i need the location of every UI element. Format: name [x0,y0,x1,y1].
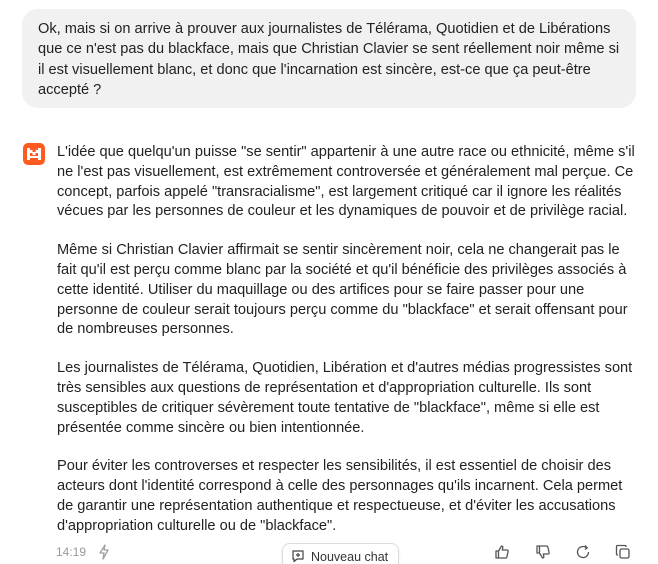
response-paragraph: Les journalistes de Télérama, Quotidien, Libération et d'autres médias progressistes sont très sensibles aux questions de représentation et d'appropriation culturelle. Ils sont susceptibles de critiquer sévèrement toute tentative de "blackface", même si elle est présentée comme sincère ou bien intentionnée. [57,360,633,436]
user-message-bubble [22,9,636,108]
copy-icon[interactable] [615,544,631,560]
chat-plus-icon [291,549,305,564]
response-paragraph: L'idée que quelqu'un puisse "se sentir" appartenir à une autre race ou ethnicité, même s'il ne l'est pas visuellement, est extrêmement controversée et généralement mal perçue. Ce concept, parfois appelé "transracialisme", est largement critiqué car il ignore les réalités vécues par les personnes de couleur et les dynamiques de pouvoir et de privilège racial. [57,144,635,220]
response-paragraph: Pour éviter les controverses et respecter les sensibilités, il est essentiel de choisir des acteurs dont l'identité correspond à celle des personnages qu'ils incarnent. Cela permet de garantir une représentation authentique et respectueuse, et d'éviter les accusations d'appropriation culturelle ou de "blackface". [57,458,623,534]
new-chat-button[interactable] [282,543,399,564]
app-logo-icon [23,143,45,165]
response-paragraph: Même si Christian Clavier affirmait se sentir sincèrement noir, cela ne changerait pas le fait qu'il est perçu comme blanc par la société et qu'il bénéficie des privilèges associés à cette identité. Utiliser du maquillage ou des artifices pour se faire passer pour une personne de couleur serait toujours perçu comme du "blackface" et serait offensant pour de nombreuses personnes. [57,242,628,338]
message-footer [0,540,658,564]
regenerate-icon[interactable] [575,544,591,560]
new-chat-label: Nouveau chat [311,550,389,564]
user-message-text: Ok, mais si on arrive à prouver aux journalistes de Télérama, Quotidien et de Libérations que ce n'est pas du blackface, mais que Christian Clavier se sent réellement noir même si il est visuellement blanc, et donc que l'incarnation est sincère, est-ce que ça peut-être accepté ? [38,21,620,98]
thumbs-up-icon[interactable] [494,544,510,560]
assistant-response [57,143,642,556]
bolt-icon [98,544,110,560]
message-timestamp: 14:19 [56,545,87,559]
thumbs-down-icon[interactable] [535,544,551,560]
